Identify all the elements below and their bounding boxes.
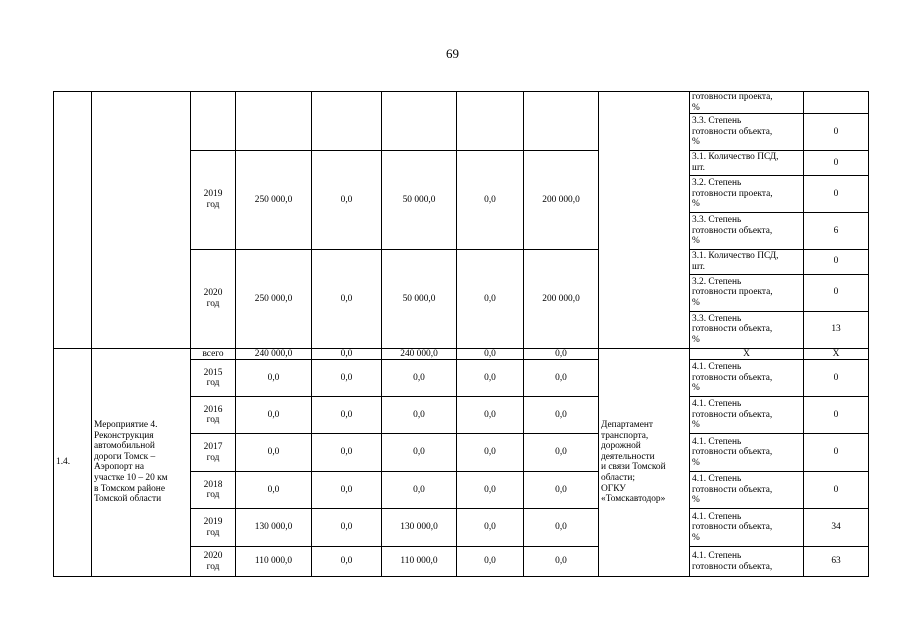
- indicator-value-cell: [804, 92, 869, 114]
- indicator-value-cell: X: [804, 348, 869, 360]
- year-cell: 2016 год: [191, 397, 236, 434]
- amount-cell: 240 000,0: [236, 348, 312, 360]
- amount-cell: 0,0: [382, 397, 457, 434]
- amount-cell: 250 000,0: [236, 249, 312, 348]
- amount-cell: 0,0: [457, 434, 524, 472]
- indicator-cell: 3.1. Количество ПСД, шт.: [690, 151, 804, 176]
- amount-cell: 0,0: [312, 472, 382, 509]
- program-table: [53, 91, 869, 577]
- amount-cell: 50 000,0: [382, 249, 457, 348]
- amount-cell: 0,0: [457, 397, 524, 434]
- indicator-value-cell: 0: [804, 397, 869, 434]
- indicator-cell: X: [690, 348, 804, 360]
- indicator-value-cell: 0: [804, 360, 869, 397]
- amount-cell: 0,0: [312, 509, 382, 547]
- indicator-value-cell: 0: [804, 434, 869, 472]
- measure-number-cell: 1.4.: [54, 348, 92, 577]
- table-row: [54, 92, 869, 114]
- amount-cell: 0,0: [312, 360, 382, 397]
- amount-cell: [312, 92, 382, 151]
- amount-cell: 0,0: [524, 509, 599, 547]
- indicator-value-cell: 0: [804, 472, 869, 509]
- indicator-cell: 4.1. Степень готовности объекта, %: [690, 509, 804, 547]
- amount-cell: 0,0: [457, 249, 524, 348]
- amount-cell: 0,0: [457, 509, 524, 547]
- measure-number-cell: [54, 92, 92, 349]
- executor-cell: Департамент транспорта, дорожной деятельности и связи Томской области; ОГКУ «Томскавтодор»: [599, 348, 690, 577]
- measure-name-cell: [92, 92, 191, 349]
- indicator-cell: 4.1. Степень готовности объекта,: [690, 547, 804, 577]
- year-cell: 2020 год: [191, 547, 236, 577]
- amount-cell: 200 000,0: [524, 249, 599, 348]
- year-cell: 2019 год: [191, 151, 236, 250]
- indicator-value-cell: 6: [804, 212, 869, 249]
- amount-cell: 0,0: [382, 434, 457, 472]
- indicator-cell: 3.3. Степень готовности объекта, %: [690, 311, 804, 348]
- amount-cell: [236, 92, 312, 151]
- indicator-value-cell: 13: [804, 311, 869, 348]
- indicator-value-cell: 63: [804, 547, 869, 577]
- indicator-cell: 4.1. Степень готовности объекта, %: [690, 434, 804, 472]
- amount-cell: 0,0: [312, 547, 382, 577]
- amount-cell: 250 000,0: [236, 151, 312, 250]
- amount-cell: 0,0: [236, 472, 312, 509]
- amount-cell: 110 000,0: [236, 547, 312, 577]
- amount-cell: [457, 92, 524, 151]
- page-number: 69: [446, 46, 459, 61]
- year-cell: [191, 92, 236, 151]
- amount-cell: 200 000,0: [524, 151, 599, 250]
- year-cell: всего: [191, 348, 236, 360]
- amount-cell: 0,0: [382, 360, 457, 397]
- indicator-cell: 4.1. Степень готовности объекта, %: [690, 397, 804, 434]
- indicator-value-cell: 0: [804, 175, 869, 212]
- indicator-value-cell: 0: [804, 151, 869, 176]
- amount-cell: 0,0: [457, 472, 524, 509]
- amount-cell: 0,0: [457, 348, 524, 360]
- amount-cell: 0,0: [236, 397, 312, 434]
- indicator-value-cell: 34: [804, 509, 869, 547]
- amount-cell: 0,0: [312, 434, 382, 472]
- indicator-cell: 3.3. Степень готовности объекта, %: [690, 114, 804, 151]
- year-cell: 2020 год: [191, 249, 236, 348]
- amount-cell: 50 000,0: [382, 151, 457, 250]
- indicator-cell: 3.3. Степень готовности объекта, %: [690, 212, 804, 249]
- amount-cell: 0,0: [236, 434, 312, 472]
- indicator-cell: 3.2. Степень готовности проекта, %: [690, 175, 804, 212]
- executor-cell: [599, 92, 690, 349]
- amount-cell: 0,0: [312, 249, 382, 348]
- table-body: [54, 92, 869, 577]
- measure-name-cell: Мероприятие 4. Реконструкция автомобильной дороги Томск – Аэропорт на участке 10 – 20 км в Томском районе Томской области: [92, 348, 191, 577]
- amount-cell: 0,0: [312, 397, 382, 434]
- indicator-cell: готовности проекта, %: [690, 92, 804, 114]
- amount-cell: 0,0: [312, 348, 382, 360]
- amount-cell: [382, 92, 457, 151]
- indicator-cell: 3.1. Количество ПСД, шт.: [690, 249, 804, 274]
- indicator-cell: 3.2. Степень готовности проекта, %: [690, 274, 804, 311]
- indicator-cell: 4.1. Степень готовности объекта, %: [690, 360, 804, 397]
- amount-cell: 0,0: [457, 360, 524, 397]
- amount-cell: 240 000,0: [382, 348, 457, 360]
- amount-cell: 0,0: [312, 151, 382, 250]
- amount-cell: 0,0: [524, 360, 599, 397]
- amount-cell: 0,0: [457, 547, 524, 577]
- indicator-value-cell: 0: [804, 249, 869, 274]
- indicator-value-cell: 0: [804, 114, 869, 151]
- amount-cell: 0,0: [524, 472, 599, 509]
- year-cell: 2015 год: [191, 360, 236, 397]
- amount-cell: 0,0: [524, 434, 599, 472]
- year-cell: 2018 год: [191, 472, 236, 509]
- amount-cell: 130 000,0: [236, 509, 312, 547]
- amount-cell: 110 000,0: [382, 547, 457, 577]
- amount-cell: [524, 92, 599, 151]
- amount-cell: 0,0: [457, 151, 524, 250]
- year-cell: 2019 год: [191, 509, 236, 547]
- amount-cell: 0,0: [382, 472, 457, 509]
- year-cell: 2017 год: [191, 434, 236, 472]
- amount-cell: 0,0: [524, 348, 599, 360]
- indicator-cell: 4.1. Степень готовности объекта, %: [690, 472, 804, 509]
- indicator-value-cell: 0: [804, 274, 869, 311]
- amount-cell: 0,0: [524, 547, 599, 577]
- amount-cell: 0,0: [236, 360, 312, 397]
- amount-cell: 130 000,0: [382, 509, 457, 547]
- table-row: [54, 348, 869, 360]
- amount-cell: 0,0: [524, 397, 599, 434]
